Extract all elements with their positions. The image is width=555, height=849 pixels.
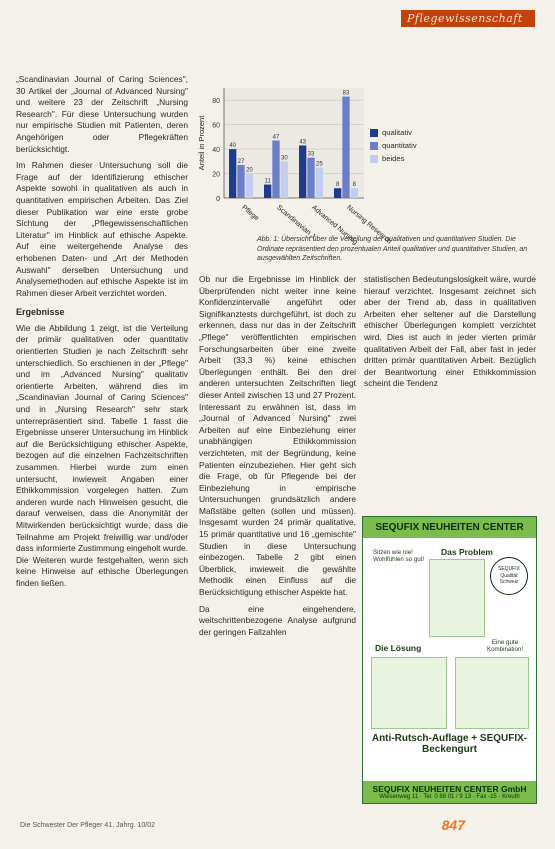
legend-item: [370, 152, 417, 165]
ad-logo-seal: SEQUFIX Qualität Schweiz: [490, 557, 528, 595]
data-label: 11: [264, 178, 271, 185]
bar: [229, 149, 236, 198]
ad-address: Wiesenweg 11 · Tel. 0 88 01 / 9 13 · Fax -15 · Kreuth: [379, 794, 520, 800]
legend-item: [370, 126, 417, 139]
figure-caption: Abb. 1: Übersicht über die Verteilung der qualitativen und quantitativen Studien. Die Ordinate repräsentiert den prozentualen Anteil qualitativer und quantitativer Studien, an ausgewählten Zeitschriften.: [257, 236, 528, 263]
data-label: 25: [315, 161, 323, 168]
bar: [351, 188, 358, 198]
data-label: 27: [237, 159, 245, 165]
paragraph: Da eine eingehendere, weitschrittenbezogene Analyse aufgrund der geringen Fallzahlen: [199, 603, 356, 637]
section-heading: Ergebnisse: [16, 307, 65, 318]
bar: [281, 161, 288, 198]
data-label: 8: [335, 182, 340, 189]
column-right: [364, 274, 536, 395]
chart-legend: [370, 126, 417, 165]
bar: [246, 174, 253, 198]
paragraph: statistischen Bedeutungslosigkeit wäre, wurde hierauf verzichtet. Insgesamt zeichnet sich aber der Trend ab, dass in qualitativen Arbeiten eher seltener auf die Darstellung ethischer Überlegungen komplett verzichtet wird. Dies ist auch in jeder vierten primär qualitativen Arbeit der Fall, aber fast in jeder dritten primär quantitativen Arbeit. Bezüglich der Beantwortung einer Ethikkommission scheint die Tendenz: [364, 274, 536, 389]
data-label: 30: [280, 155, 288, 162]
legend-swatch: [370, 129, 378, 137]
bar: [264, 185, 271, 198]
paragraph: „Scandinavian Journal of Caring Sciences", 30 Artikel der „Journal of Advanced Nursing" und weitere 23 der Zeitschrift „Nursing Research". Für diese Untersuchung wurden nur empirische Studien mit Patienten, deren Angehörigen oder Pflegekräften berücksichtigt.: [16, 74, 188, 154]
section-tag: Pflegewissenschaft: [401, 10, 535, 27]
bar: [237, 165, 244, 198]
ad-solution-label: Die Lösung: [375, 643, 422, 653]
paragraph: Ob nur die Ergebnisse im Hinblick der Überprüfenden nicht weiter inne keine Konfidenzintervalle angeführt oder Signifikanztests durchgeführt, ist doch zu erkennen, dass nur das in der Zeitschrift „Pflege" veröffentlichten empirischen Forschungsarbeiten über eine zweite Arbeit (33,3 %) keine ethischen Überlegungen enthält. Bei den drei anderen untersuchten Zeitschriften liegt dieser Anteil zwischen 13 und 27 Prozent. Interessant zu erwähnen ist, dass im „Journal of Advanced Nursing" zwei Arbeiten auf eine Einbeziehung einer unabhängigen Ethikkommission verzichteten, mit der Begründung, keine Patienten einzubeziehen. Hier geht sich die Frage, ob für Pflegende bei der Einbeziehung in empirische Untersuchungen grundsätzlich andere Maßstäbe gelten (sollen und müssen). Insgesamt wurden 24 primär qualitative, 15 primär quantitative und 16 „gemischte" Studien in diese Untersuchung einbezogen. Tabelle 2 gibt einen Überblick, inwieweit die gewählte Methodik einen Einfluss auf die Berücksichtigung ethischer Aspekte hat.: [199, 274, 356, 598]
footer-journal: Die Schwester Der Pfleger 41. Jahrg. 10/02: [20, 822, 156, 829]
ad-badge: Sitzen wie nie! Wohlfühlen so gut!: [373, 549, 425, 563]
data-label: 33: [307, 151, 315, 158]
y-axis-label: Anteil in Prozent: [197, 115, 206, 171]
advertisement[interactable]: [362, 516, 537, 804]
legend-label: beides: [382, 154, 405, 163]
bar: [272, 141, 279, 198]
page-number: 847: [441, 817, 465, 833]
legend-swatch: [370, 155, 378, 163]
legend-label: qualitativ: [382, 128, 412, 137]
ad-kit-label: Eine gute Kombination!: [486, 639, 524, 653]
x-tick-label: Pflege: [240, 204, 260, 223]
x-tick-label: Nursing Research: [345, 204, 393, 246]
bar: [307, 158, 314, 198]
legend-item: [370, 139, 417, 152]
ad-image-kit: [455, 657, 529, 729]
column-left: [16, 74, 188, 595]
x-tick-label: Advanced Nursing: [310, 204, 359, 247]
column-middle: [199, 274, 356, 643]
y-tick-label: 20: [212, 171, 220, 179]
data-label: 83: [342, 90, 350, 97]
y-tick-label: 80: [212, 98, 220, 106]
data-label: 20: [245, 167, 253, 174]
data-label: 8: [352, 182, 357, 189]
ad-product: Anti-Rutsch-Auflage + SEQUFIX-Beckengurt: [371, 733, 528, 755]
data-label: 40: [229, 143, 237, 150]
y-tick-label: 60: [212, 122, 220, 130]
ad-problem-label: Das Problem: [441, 547, 493, 557]
bar: [342, 97, 349, 198]
bar: [299, 145, 306, 198]
ad-image-solution: [371, 657, 447, 729]
legend-swatch: [370, 142, 378, 150]
ad-image-problem: [429, 559, 485, 637]
legend-label: quantitativ: [382, 141, 417, 150]
ad-footer: [363, 781, 536, 803]
y-tick-label: 0: [216, 196, 220, 203]
x-tick-label: Scandinavian J.: [275, 204, 318, 242]
paragraph: Im Rahmen dieser Untersuchung soll die Frage auf der Identifizierung ethischer Aspekte sowohl in qualitativen als auch in quantitativen empirischen Arbeiten. Das Ziel dieser Publikation war eine erste grobe Sichtung der „Pflegewissenschaftlichen Literatur" im Hinblick auf ethische Aspekte. Auf eine weitergehende Analyse des erhobenen Daten- und „Art der Methoden Auswahl" derselben Untersuchung und Analysemethoden auf ethische Aspekte ist im Rahmen dieser Arbeit verzichtet worden.: [16, 160, 188, 298]
ad-brand: SEQUFIX NEUHEITEN CENTER GmbH: [372, 784, 527, 794]
paragraph: Wie die Abbildung 1 zeigt, ist die Verteilung der primär qualitativen oder quantitativ orientierten Studien je nach Zeitschrift sehr unterschiedlich. So erschienen in der „Pflege" und im „Advanced Nursing" qualitativ orientierte Arbeiten, während dies im „Scandinavian Journal of Caring Sciences" und in „Nursing Research" sehr stark unterrepräsentiert sind. Tabelle 1 fasst die Ergebnisse unserer Untersuchung im Hinblick auf die Berücksichtigung ethischer Aspekte, bezogen auf die einzelnen Fachzeitschriften zusammen. Hierbei wurde zum einen untersucht, inwieweit Angaben einer Ethikkommission vorgelegen hatten. Zum anderen wurde nach Hinweisen gesucht, die darauf verweisen, dass die Anonymität der Mitwirkenden berücksichtigt wurde, dass die Teilnahme am Projekt freiwillig war und/oder dass informierte Zustimmung eingeholt wurde. Die Weiteren wurde festgehalten, wenn sich keine Hinweise auf ethische Überlegungen finden ließen.: [16, 322, 188, 588]
y-tick-label: 40: [212, 147, 220, 155]
data-label: 47: [272, 134, 280, 141]
ad-header: SEQUFIX NEUHEITEN CENTER: [363, 517, 536, 538]
bar: [334, 188, 341, 198]
bar: [316, 167, 323, 198]
data-label: 43: [299, 139, 307, 146]
